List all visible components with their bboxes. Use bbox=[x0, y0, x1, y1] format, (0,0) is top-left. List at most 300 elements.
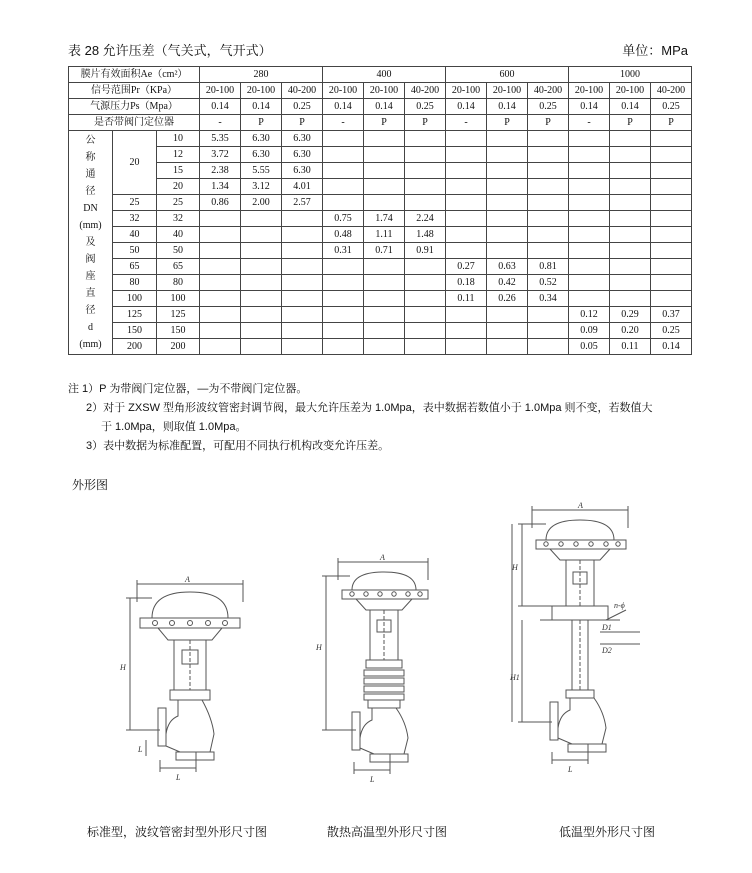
pressure-value-cell bbox=[610, 275, 651, 291]
dim-h-label: H bbox=[512, 563, 518, 572]
pressure-value-cell bbox=[405, 131, 446, 147]
supply-cell: 0.25 bbox=[405, 99, 446, 115]
table-row bbox=[69, 275, 692, 291]
positioner-cell: P bbox=[282, 115, 323, 131]
dn-cell: 65 bbox=[113, 259, 157, 275]
seat-diameter-cell: 20 bbox=[157, 179, 200, 195]
pressure-value-cell bbox=[651, 163, 692, 179]
pressure-value-cell: 0.27 bbox=[446, 259, 487, 275]
pressure-value-cell bbox=[364, 307, 405, 323]
nominal-diameter-label-char: DN bbox=[83, 203, 98, 214]
pressure-value-cell bbox=[323, 339, 364, 355]
outline-drawings bbox=[0, 490, 752, 810]
pressure-value-cell bbox=[528, 323, 569, 339]
area-1000: 1000 bbox=[569, 67, 692, 83]
pressure-value-cell bbox=[241, 227, 282, 243]
supply-cell: 0.25 bbox=[282, 99, 323, 115]
pressure-value-cell bbox=[487, 163, 528, 179]
pressure-value-cell bbox=[610, 179, 651, 195]
dim-a-label: A bbox=[380, 553, 385, 562]
signal-cell: 20-100 bbox=[241, 83, 282, 99]
dn-cell: 50 bbox=[113, 243, 157, 259]
unit-label: 单位：MPa bbox=[622, 43, 688, 58]
positioner-cell: P bbox=[364, 115, 405, 131]
pressure-value-cell: 0.71 bbox=[364, 243, 405, 259]
header-row-signal bbox=[69, 83, 692, 99]
dn-cell: 80 bbox=[113, 275, 157, 291]
pressure-value-cell bbox=[528, 227, 569, 243]
table-title: 表 28 允许压差（气关式，气开式） bbox=[68, 43, 272, 58]
pressure-value-cell: 2.00 bbox=[241, 195, 282, 211]
seat-diameter-cell: 40 bbox=[157, 227, 200, 243]
pressure-value-cell: 0.12 bbox=[569, 307, 610, 323]
pressure-value-cell bbox=[405, 339, 446, 355]
pressure-value-cell bbox=[610, 163, 651, 179]
signal-cell: 20-100 bbox=[446, 83, 487, 99]
pressure-value-cell bbox=[364, 339, 405, 355]
pressure-value-cell bbox=[323, 323, 364, 339]
pressure-value-cell bbox=[364, 291, 405, 307]
table-row bbox=[69, 163, 692, 179]
pressure-value-cell bbox=[405, 179, 446, 195]
pressure-value-cell bbox=[528, 163, 569, 179]
pressure-value-cell bbox=[405, 323, 446, 339]
pressure-value-cell bbox=[200, 307, 241, 323]
flange-bolts bbox=[544, 542, 620, 546]
drawing-standard bbox=[119, 575, 243, 782]
dim-l2-label: L bbox=[138, 745, 143, 754]
area-400: 400 bbox=[323, 67, 446, 83]
positioner-label: 是否带阀门定位器 bbox=[69, 115, 200, 131]
pressure-value-cell: 6.30 bbox=[241, 147, 282, 163]
pressure-value-cell: 2.24 bbox=[405, 211, 446, 227]
pressure-value-cell bbox=[282, 339, 323, 355]
signal-cell: 20-100 bbox=[364, 83, 405, 99]
caption-high-temp: 散热高温型外形尺寸图 bbox=[327, 825, 448, 839]
positioner-cell: P bbox=[528, 115, 569, 131]
positioner-cell: P bbox=[487, 115, 528, 131]
caption-standard: 标准型，波纹管密封型外形尺寸图 bbox=[87, 825, 268, 839]
pressure-value-cell: 6.30 bbox=[282, 163, 323, 179]
pressure-value-cell bbox=[323, 147, 364, 163]
pressure-value-cell bbox=[528, 339, 569, 355]
pressure-value-cell: 0.11 bbox=[610, 339, 651, 355]
pressure-value-cell bbox=[651, 211, 692, 227]
pressure-value-cell bbox=[651, 243, 692, 259]
pressure-value-cell: 0.25 bbox=[651, 323, 692, 339]
table-row bbox=[69, 227, 692, 243]
pressure-value-cell: 0.18 bbox=[446, 275, 487, 291]
seat-diameter-cell: 125 bbox=[157, 307, 200, 323]
supply-cell: 0.14 bbox=[364, 99, 405, 115]
pressure-value-cell bbox=[446, 147, 487, 163]
pressure-value-cell: 1.74 bbox=[364, 211, 405, 227]
pressure-value-cell bbox=[610, 131, 651, 147]
signal-cell: 20-100 bbox=[487, 83, 528, 99]
pressure-value-cell bbox=[528, 147, 569, 163]
seat-diameter-cell: 100 bbox=[157, 291, 200, 307]
signal-cell: 40-200 bbox=[651, 83, 692, 99]
pressure-value-cell bbox=[569, 227, 610, 243]
nominal-diameter-label-char: d bbox=[88, 322, 93, 333]
pressure-value-cell bbox=[405, 147, 446, 163]
pressure-value-cell bbox=[323, 259, 364, 275]
supply-cell: 0.25 bbox=[651, 99, 692, 115]
dn-cell: 100 bbox=[113, 291, 157, 307]
positioner-cell: P bbox=[610, 115, 651, 131]
pressure-value-cell bbox=[446, 243, 487, 259]
seat-diameter-cell: 80 bbox=[157, 275, 200, 291]
pressure-value-cell bbox=[241, 291, 282, 307]
nominal-diameter-label-char: 径 bbox=[85, 186, 96, 197]
dim-l-label: L bbox=[370, 775, 375, 784]
pressure-value-cell bbox=[610, 195, 651, 211]
signal-cell: 40-200 bbox=[405, 83, 446, 99]
dim-h1-label: H1 bbox=[510, 673, 520, 682]
dim-a-label: A bbox=[578, 501, 583, 510]
pressure-value-cell bbox=[528, 195, 569, 211]
pressure-value-cell: 0.91 bbox=[405, 243, 446, 259]
table-row bbox=[69, 243, 692, 259]
pressure-value-cell: 4.01 bbox=[282, 179, 323, 195]
pressure-value-cell bbox=[282, 259, 323, 275]
flange-bolts bbox=[153, 621, 228, 626]
pressure-value-cell bbox=[405, 259, 446, 275]
pressure-value-cell bbox=[323, 275, 364, 291]
pressure-value-cell bbox=[528, 211, 569, 227]
dim-h-label: H bbox=[120, 663, 126, 672]
pressure-value-cell: 0.86 bbox=[200, 195, 241, 211]
pressure-value-cell bbox=[610, 227, 651, 243]
pressure-value-cell: 2.57 bbox=[282, 195, 323, 211]
positioner-cell: P bbox=[651, 115, 692, 131]
supply-cell: 0.14 bbox=[610, 99, 651, 115]
pressure-value-cell bbox=[200, 211, 241, 227]
pressure-value-cell bbox=[610, 147, 651, 163]
pressure-value-cell bbox=[200, 323, 241, 339]
table-row bbox=[69, 291, 692, 307]
supply-cell: 0.25 bbox=[528, 99, 569, 115]
table-row bbox=[69, 259, 692, 275]
pressure-value-cell bbox=[487, 243, 528, 259]
flange-bolts bbox=[350, 592, 422, 596]
cooling-fins bbox=[364, 670, 404, 700]
pressure-value-cell: 5.55 bbox=[241, 163, 282, 179]
dn-cell: 40 bbox=[113, 227, 157, 243]
pressure-value-cell bbox=[200, 291, 241, 307]
pressure-value-cell bbox=[487, 227, 528, 243]
dim-a-label: A bbox=[185, 575, 190, 584]
supply-cell: 0.14 bbox=[487, 99, 528, 115]
seat-diameter-cell: 25 bbox=[157, 195, 200, 211]
note-3: 3）表中数据为标准配置，可配用不同执行机构改变允许压差。 bbox=[86, 440, 390, 452]
pressure-value-cell bbox=[569, 275, 610, 291]
pressure-value-cell bbox=[200, 227, 241, 243]
positioner-cell: - bbox=[569, 115, 610, 131]
pressure-value-cell bbox=[487, 211, 528, 227]
pressure-value-cell: 0.48 bbox=[323, 227, 364, 243]
supply-cell: 0.14 bbox=[200, 99, 241, 115]
pressure-value-cell bbox=[487, 195, 528, 211]
header-row-positioner bbox=[69, 115, 692, 131]
pressure-value-cell bbox=[241, 243, 282, 259]
table-row bbox=[69, 179, 692, 195]
pressure-value-cell bbox=[569, 291, 610, 307]
pressure-value-cell bbox=[446, 211, 487, 227]
pressure-value-cell bbox=[200, 339, 241, 355]
pressure-value-cell: 0.14 bbox=[651, 339, 692, 355]
pressure-value-cell bbox=[610, 259, 651, 275]
pressure-value-cell: 0.52 bbox=[528, 275, 569, 291]
dim-d2-label: D2 bbox=[602, 646, 612, 655]
pressure-value-cell bbox=[487, 307, 528, 323]
pressure-value-cell: 1.48 bbox=[405, 227, 446, 243]
drawing-low-temp bbox=[509, 501, 640, 774]
pressure-value-cell bbox=[569, 131, 610, 147]
table-row bbox=[69, 195, 692, 211]
pressure-value-cell bbox=[241, 339, 282, 355]
pressure-value-cell: 0.29 bbox=[610, 307, 651, 323]
pressure-value-cell bbox=[282, 243, 323, 259]
dn-cell: 125 bbox=[113, 307, 157, 323]
pressure-value-cell bbox=[651, 275, 692, 291]
seat-diameter-cell: 15 bbox=[157, 163, 200, 179]
pressure-value-cell: 0.11 bbox=[446, 291, 487, 307]
pressure-value-cell: 0.63 bbox=[487, 259, 528, 275]
nominal-diameter-label-char: 座 bbox=[85, 271, 96, 282]
pressure-value-cell: 3.12 bbox=[241, 179, 282, 195]
seat-diameter-cell: 12 bbox=[157, 147, 200, 163]
note-2: 2）对于 ZXSW 型角形波纹管密封调节阀，最大允许压差为 1.0Mpa，表中数据若数值小于 1.0Mpa 则不变，若数值大 bbox=[86, 402, 653, 414]
pressure-value-cell bbox=[651, 227, 692, 243]
pressure-value-cell bbox=[364, 179, 405, 195]
pressure-value-cell bbox=[282, 323, 323, 339]
pressure-value-cell bbox=[651, 259, 692, 275]
pressure-value-cell bbox=[487, 179, 528, 195]
dim-nd-label: n-ϕ bbox=[614, 601, 625, 610]
pressure-value-cell bbox=[446, 307, 487, 323]
supply-label: 气源压力Ps（Mpa） bbox=[69, 99, 200, 115]
pressure-value-cell bbox=[446, 163, 487, 179]
pressure-value-cell: 0.05 bbox=[569, 339, 610, 355]
pressure-value-cell bbox=[282, 211, 323, 227]
nominal-diameter-label-char: 阀 bbox=[85, 254, 96, 265]
table-row bbox=[69, 339, 692, 355]
pressure-value-cell bbox=[528, 179, 569, 195]
pressure-value-cell bbox=[323, 179, 364, 195]
pressure-value-cell bbox=[487, 131, 528, 147]
pressure-value-cell bbox=[569, 147, 610, 163]
pressure-value-cell bbox=[241, 275, 282, 291]
pressure-value-cell: 0.81 bbox=[528, 259, 569, 275]
pressure-value-cell bbox=[610, 211, 651, 227]
header-row-area bbox=[69, 67, 692, 83]
pressure-value-cell bbox=[364, 275, 405, 291]
pressure-value-cell bbox=[610, 291, 651, 307]
dn-cell: 150 bbox=[113, 323, 157, 339]
pressure-value-cell bbox=[323, 131, 364, 147]
notes bbox=[68, 380, 653, 456]
seat-diameter-cell: 65 bbox=[157, 259, 200, 275]
pressure-value-cell bbox=[241, 211, 282, 227]
nominal-diameter-label-char: (mm) bbox=[79, 220, 102, 231]
pressure-value-cell: 3.72 bbox=[200, 147, 241, 163]
pressure-value-cell bbox=[569, 179, 610, 195]
dn-cell: 32 bbox=[113, 211, 157, 227]
positioner-cell: P bbox=[405, 115, 446, 131]
nominal-diameter-label-char: 及 bbox=[85, 237, 96, 248]
pressure-value-cell bbox=[487, 323, 528, 339]
supply-cell: 0.14 bbox=[446, 99, 487, 115]
pressure-value-cell bbox=[651, 179, 692, 195]
pressure-value-cell: 0.20 bbox=[610, 323, 651, 339]
pressure-value-cell bbox=[364, 195, 405, 211]
supply-cell: 0.14 bbox=[241, 99, 282, 115]
pressure-value-cell bbox=[323, 195, 364, 211]
pressure-value-cell bbox=[651, 291, 692, 307]
dn-cell: 25 bbox=[113, 195, 157, 211]
dim-l-label: L bbox=[176, 773, 181, 782]
pressure-value-cell bbox=[364, 323, 405, 339]
pressure-value-cell bbox=[569, 195, 610, 211]
dim-d1-label: D1 bbox=[602, 623, 612, 632]
pressure-value-cell bbox=[446, 195, 487, 211]
pressure-value-cell bbox=[651, 147, 692, 163]
pressure-value-cell bbox=[446, 323, 487, 339]
pressure-value-cell: 0.26 bbox=[487, 291, 528, 307]
pressure-value-cell bbox=[241, 307, 282, 323]
note-2-continued: 于 1.0Mpa，则取值 1.0Mpa。 bbox=[101, 421, 247, 433]
pressure-value-cell bbox=[528, 307, 569, 323]
pressure-value-cell bbox=[610, 243, 651, 259]
pressure-value-cell bbox=[200, 259, 241, 275]
nominal-diameter-label-char: 通 bbox=[85, 169, 96, 180]
signal-label: 信号范围Pr（KPa） bbox=[69, 83, 200, 99]
signal-cell: 20-100 bbox=[569, 83, 610, 99]
pressure-value-cell: 1.11 bbox=[364, 227, 405, 243]
pressure-value-cell bbox=[405, 307, 446, 323]
pressure-value-cell bbox=[200, 243, 241, 259]
pressure-value-cell bbox=[282, 275, 323, 291]
table-row bbox=[69, 323, 692, 339]
pressure-value-cell bbox=[528, 131, 569, 147]
pressure-value-cell bbox=[446, 179, 487, 195]
note-1: 注 1）P 为带阀门定位器，—为不带阀门定位器。 bbox=[68, 383, 308, 395]
pressure-value-cell bbox=[241, 323, 282, 339]
pressure-value-cell bbox=[282, 307, 323, 323]
pressure-value-cell: 6.30 bbox=[241, 131, 282, 147]
dn-cell: 20 bbox=[113, 131, 157, 195]
seat-diameter-cell: 200 bbox=[157, 339, 200, 355]
pressure-value-cell: 1.34 bbox=[200, 179, 241, 195]
signal-cell: 20-100 bbox=[610, 83, 651, 99]
caption-low-temp: 低温型外形尺寸图 bbox=[559, 825, 656, 839]
seat-diameter-cell: 150 bbox=[157, 323, 200, 339]
pressure-value-cell bbox=[200, 275, 241, 291]
pressure-value-cell bbox=[364, 131, 405, 147]
pressure-value-cell bbox=[446, 339, 487, 355]
pressure-value-cell: 0.37 bbox=[651, 307, 692, 323]
seat-diameter-cell: 10 bbox=[157, 131, 200, 147]
pressure-value-cell bbox=[241, 259, 282, 275]
pressure-value-cell bbox=[405, 163, 446, 179]
pressure-value-cell bbox=[282, 227, 323, 243]
pressure-value-cell bbox=[528, 243, 569, 259]
section-title: 外形图 bbox=[72, 478, 109, 492]
pressure-value-cell: 5.35 bbox=[200, 131, 241, 147]
pressure-value-cell: 6.30 bbox=[282, 147, 323, 163]
table-row bbox=[69, 211, 692, 227]
positioner-cell: - bbox=[200, 115, 241, 131]
pressure-value-cell bbox=[651, 195, 692, 211]
positioner-cell: - bbox=[323, 115, 364, 131]
pressure-value-cell: 2.38 bbox=[200, 163, 241, 179]
pressure-value-cell bbox=[282, 291, 323, 307]
seat-diameter-cell: 32 bbox=[157, 211, 200, 227]
dim-h-label: H bbox=[316, 643, 322, 652]
header-row-supply bbox=[69, 99, 692, 115]
nominal-diameter-label-char: 直 bbox=[85, 288, 96, 299]
pressure-value-cell: 0.75 bbox=[323, 211, 364, 227]
pressure-value-cell bbox=[569, 211, 610, 227]
table-row bbox=[69, 131, 692, 147]
pressure-value-cell bbox=[323, 163, 364, 179]
signal-cell: 40-200 bbox=[528, 83, 569, 99]
pressure-value-cell: 6.30 bbox=[282, 131, 323, 147]
positioner-cell: - bbox=[446, 115, 487, 131]
pressure-value-cell: 0.42 bbox=[487, 275, 528, 291]
supply-cell: 0.14 bbox=[323, 99, 364, 115]
pressure-value-cell bbox=[405, 275, 446, 291]
pressure-value-cell: 0.34 bbox=[528, 291, 569, 307]
drawing-high-temp bbox=[315, 553, 428, 784]
signal-cell: 40-200 bbox=[282, 83, 323, 99]
dn-cell: 200 bbox=[113, 339, 157, 355]
area-label: 膜片有效面积Ae（cm²） bbox=[69, 67, 200, 83]
pressure-value-cell bbox=[323, 291, 364, 307]
nominal-diameter-label bbox=[69, 131, 113, 355]
table-row bbox=[69, 147, 692, 163]
pressure-value-cell bbox=[405, 291, 446, 307]
pressure-table bbox=[68, 66, 692, 355]
pressure-value-cell bbox=[364, 163, 405, 179]
dim-l-label: L bbox=[568, 765, 573, 774]
pressure-value-cell bbox=[364, 259, 405, 275]
nominal-diameter-label-char: 称 bbox=[85, 152, 96, 163]
seat-diameter-cell: 50 bbox=[157, 243, 200, 259]
pressure-value-cell bbox=[487, 147, 528, 163]
pressure-value-cell bbox=[569, 259, 610, 275]
supply-cell: 0.14 bbox=[569, 99, 610, 115]
pressure-value-cell bbox=[487, 339, 528, 355]
positioner-cell: P bbox=[241, 115, 282, 131]
nominal-diameter-label-char: 径 bbox=[85, 305, 96, 316]
pressure-value-cell bbox=[651, 131, 692, 147]
signal-cell: 20-100 bbox=[323, 83, 364, 99]
pressure-value-cell bbox=[323, 307, 364, 323]
area-600: 600 bbox=[446, 67, 569, 83]
pressure-value-cell bbox=[446, 131, 487, 147]
nominal-diameter-label-char: 公 bbox=[85, 135, 96, 146]
table-row bbox=[69, 307, 692, 323]
pressure-value-cell: 0.09 bbox=[569, 323, 610, 339]
signal-cell: 20-100 bbox=[200, 83, 241, 99]
area-280: 280 bbox=[200, 67, 323, 83]
pressure-value-cell bbox=[405, 195, 446, 211]
nominal-diameter-label-char: (mm) bbox=[79, 339, 102, 350]
pressure-value-cell bbox=[364, 147, 405, 163]
pressure-value-cell bbox=[569, 163, 610, 179]
